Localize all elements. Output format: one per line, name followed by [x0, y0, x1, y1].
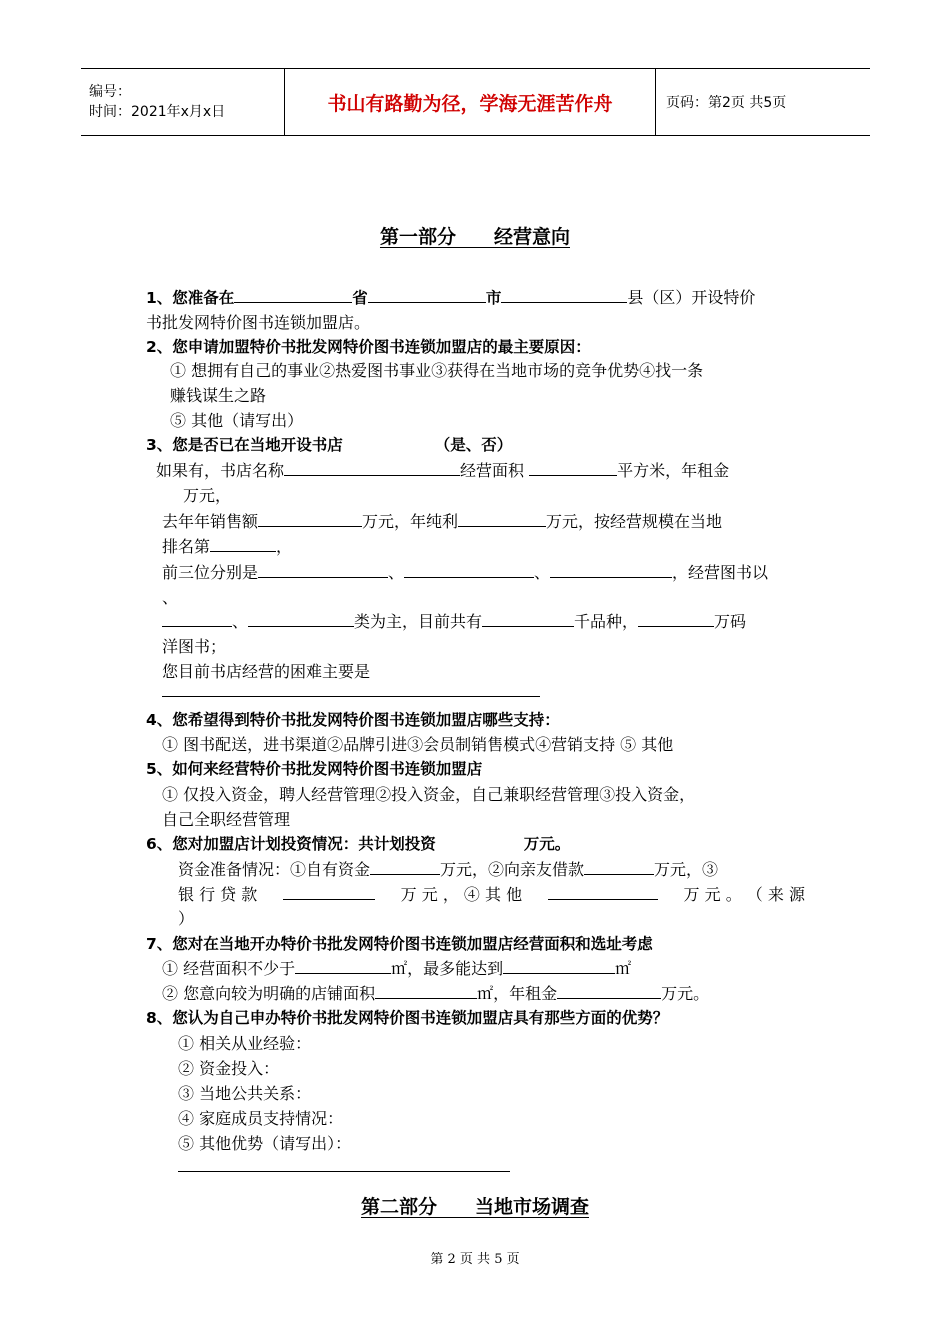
part1-title: 第一部分 经营意向 — [379, 226, 570, 248]
q2-option-1: ① 想拥有自己的事业②热爱图书事业③获得在当地市场的竞争优势④找一条 — [170, 361, 704, 380]
q8-title: 8、您认为自己申办特价书批发网特价图书连锁加盟店具有那些方面的优势？ — [146, 1009, 669, 1027]
page-info: 页码：第2页 共5页 — [656, 69, 871, 136]
q3-line8: 洋图书； — [162, 637, 227, 656]
header-motto-cell — [285, 69, 656, 136]
header-table — [81, 68, 870, 136]
q3-line5: 前三位分别是 、 、 ，经营图书以 — [162, 560, 768, 585]
q4-title: 4、您希望得到特价书批发网特价图书连锁加盟店哪些支持： — [146, 711, 560, 729]
q7-line1: ① 经营面积不少于 ㎡，最多能达到 ㎡ — [162, 956, 631, 981]
q3-line7: 、 类为主，目前共有 千品种， 万码 — [162, 609, 746, 634]
time-label: 时间：2021年x月x日 — [89, 104, 226, 120]
q7-line2: ② 您意向较为明确的店铺面积 ㎡，年租金 万元。 — [162, 981, 709, 1006]
q2-option-1-cont: 赚钱谋生之路 — [170, 386, 267, 405]
q2-option-2: ⑤ 其他（请写出） — [170, 411, 304, 430]
part2-title: 第二部分 当地市场调查 — [360, 1196, 589, 1218]
page-footer: 第 2 页 共 5 页 — [430, 1252, 520, 1267]
q6-line1: 资金准备情况：①自有资金 万元，②向亲友借款 万元，③ — [178, 857, 718, 882]
header-meta — [81, 69, 285, 136]
q6-line2: 银 行 贷 款 万 元 ， ④ 其 他 万 元 。 （ 来 源 — [178, 882, 805, 907]
q5-title: 5、如何来经营特价书批发网特价图书连锁加盟店 — [146, 760, 483, 778]
q4-options: ① 图书配送，进书渠道②品牌引进③会员制销售模式④营销支持 ⑤ 其他 — [162, 735, 674, 754]
q8-item-4: ④ 家庭成员支持情况： — [178, 1109, 344, 1128]
q1-line1: 1、您准备在 省 市 县（区）开设特价 — [146, 285, 755, 311]
q6-line3: ） — [178, 909, 195, 928]
q6-title: 6、您对加盟店计划投资情况：共计划投资 万元。 — [146, 835, 571, 853]
q8-item-3: ③ 当地公共关系： — [178, 1084, 312, 1103]
q8-answer-line — [178, 1171, 510, 1172]
q3-answer-line — [162, 696, 540, 697]
q3-line4: 排名第 ， — [162, 534, 292, 559]
q3-line2: 万元， — [183, 486, 232, 505]
q1-line2: 书批发网特价图书连锁加盟店。 — [146, 313, 371, 332]
q5-options-cont: 自己全职经营管理 — [162, 810, 291, 829]
q8-item-1: ① 相关从业经验： — [178, 1034, 312, 1053]
q2-title: 2、您申请加盟特价书批发网特价图书连锁加盟店的最主要原因： — [146, 338, 591, 356]
q7-title: 7、您对在当地开办特价书批发网特价图书连锁加盟店经营面积和选址考虑 — [146, 935, 653, 953]
q3-line1: 如果有，书店名称 经营面积 平方米，年租金 — [156, 458, 729, 483]
q3-line3: 去年年销售额 万元，年纯利 万元，按经营规模在当地 — [162, 509, 722, 534]
q3-line9: 您目前书店经营的困难主要是 — [162, 662, 371, 681]
number-label: 编号： — [89, 84, 131, 100]
q3-line6: 、 — [162, 588, 179, 607]
q5-options: ① 仅投入资金，聘人经营管理②投入资金，自己兼职经营管理③投入资金， — [162, 785, 696, 804]
q3-title: 3、您是否已在当地开设书店 （是、否） — [146, 436, 513, 454]
q8-item-2: ② 资金投入： — [178, 1059, 280, 1078]
motto: 书山有路勤为径，学海无涯苦作舟 — [327, 92, 613, 115]
q8-item-5: ⑤ 其他优势（请写出）： — [178, 1134, 352, 1153]
